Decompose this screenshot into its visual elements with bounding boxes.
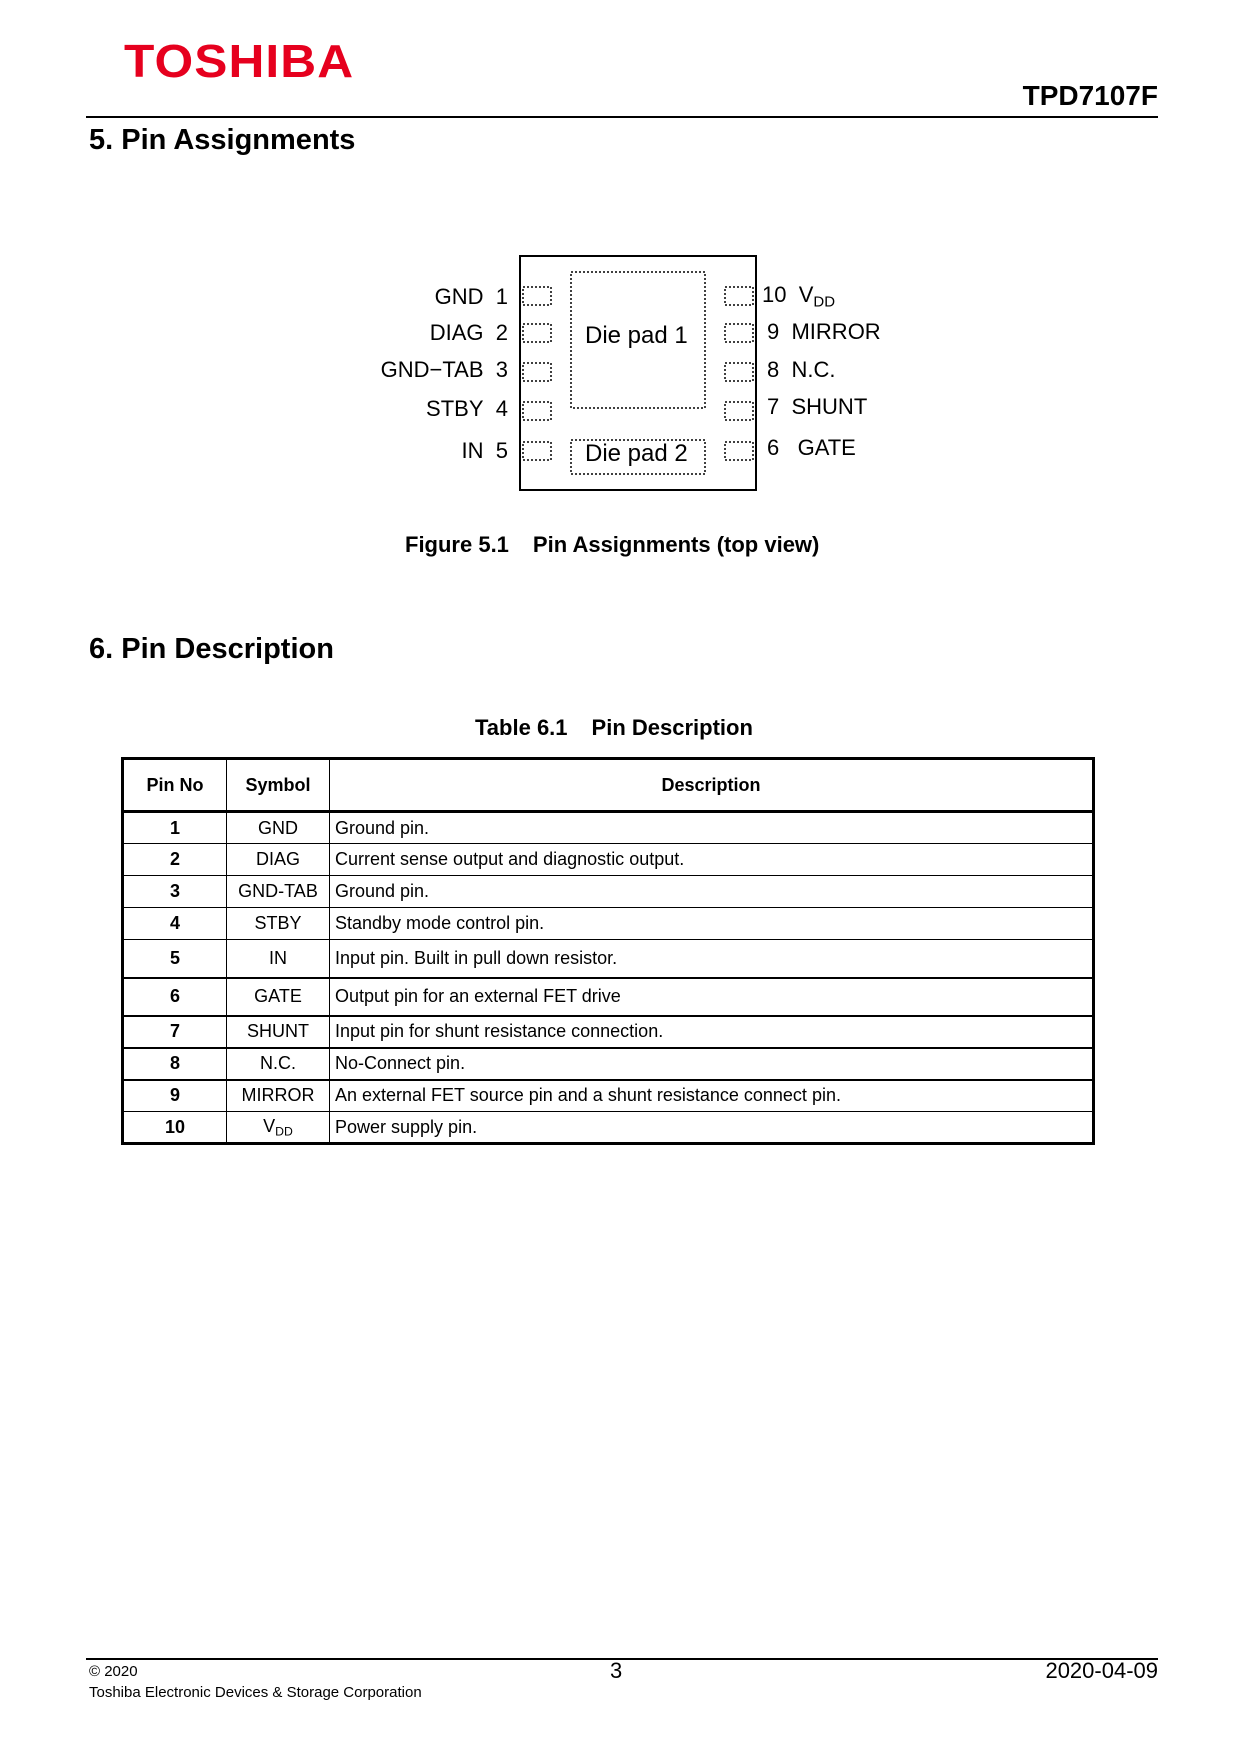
section-5-title: 5. Pin Assignments (89, 124, 356, 156)
right-pin-label-10: 10 $V_{DD}$ (762, 282, 836, 311)
table-row: 1 GND Ground pin. (123, 812, 1094, 844)
copyright: © 2020 (89, 1663, 138, 1680)
table-number: Table 6.1 (475, 715, 568, 740)
right-pin-label-9: 9 MIRROR (767, 319, 881, 344)
table-title: Pin Description (591, 715, 753, 740)
pin-description-table (121, 757, 1095, 1145)
right-pin-label-8: 8 N.C. (767, 357, 836, 382)
pad-1 (523, 287, 551, 305)
figure-title: Pin Assignments (top view) (532, 532, 820, 557)
left-pin-label-1: GND 1 (434, 284, 508, 309)
left-pin-label-4: STBY 4 (426, 396, 508, 421)
section-6-title: 6. Pin Description (89, 633, 334, 665)
col-symbol: Symbol (227, 759, 330, 812)
pad-4 (523, 402, 551, 420)
figure-caption (405, 532, 819, 558)
right-pin-label-7: 7 SHUNT (767, 394, 868, 419)
table-row: 4 STBY Standby mode control pin. (123, 908, 1094, 940)
right-pin-label-6: 6 GATE (767, 435, 856, 460)
pad-9 (725, 324, 753, 342)
table-header-row (123, 759, 1094, 812)
figure-number: Figure 5.1 (405, 532, 509, 557)
pad-3 (523, 363, 551, 381)
table-row: 5 IN Input pin. Built in pull down resistor. (123, 940, 1094, 978)
table-row: 6 GATE Output pin for an external FET drive (123, 978, 1094, 1016)
left-pin-label-2: DIAG 2 (429, 320, 508, 345)
pad-5 (523, 442, 551, 460)
pad-10 (725, 287, 753, 305)
table-row: 10 $V_{DD}$ Power supply pin. (123, 1112, 1094, 1144)
table-row: 9 MIRROR An external FET source pin and a shunt resistance connect pin. (123, 1080, 1094, 1112)
part-number: TPD7107F (1022, 80, 1158, 111)
toshiba-logo: TOSHIBA (124, 35, 355, 87)
left-pin-label-3: GND−TAB 3 (380, 357, 508, 382)
pad-8 (725, 363, 753, 381)
die-pad-2-label: Die pad 2 (585, 440, 688, 467)
col-description: Description (330, 759, 1094, 812)
col-pin-no: Pin No (123, 759, 227, 812)
left-pin-label-5: IN 5 (461, 438, 508, 463)
document-date: 2020-04-09 (1045, 1658, 1158, 1683)
table-row: 8 N.C. No-Connect pin. (123, 1048, 1094, 1080)
company-name: Toshiba Electronic Devices & Storage Corporation (89, 1684, 422, 1701)
table-row: 7 SHUNT Input pin for shunt resistance connection. (123, 1016, 1094, 1048)
pad-2 (523, 324, 551, 342)
pad-6 (725, 442, 753, 460)
table-caption (475, 715, 753, 741)
page-number: 3 (610, 1658, 623, 1683)
table-row: 2 DIAG Current sense output and diagnostic output. (123, 844, 1094, 876)
pad-7 (725, 402, 753, 420)
table-row: 3 GND-TAB Ground pin. (123, 876, 1094, 908)
die-pad-1-label: Die pad 1 (585, 322, 688, 349)
